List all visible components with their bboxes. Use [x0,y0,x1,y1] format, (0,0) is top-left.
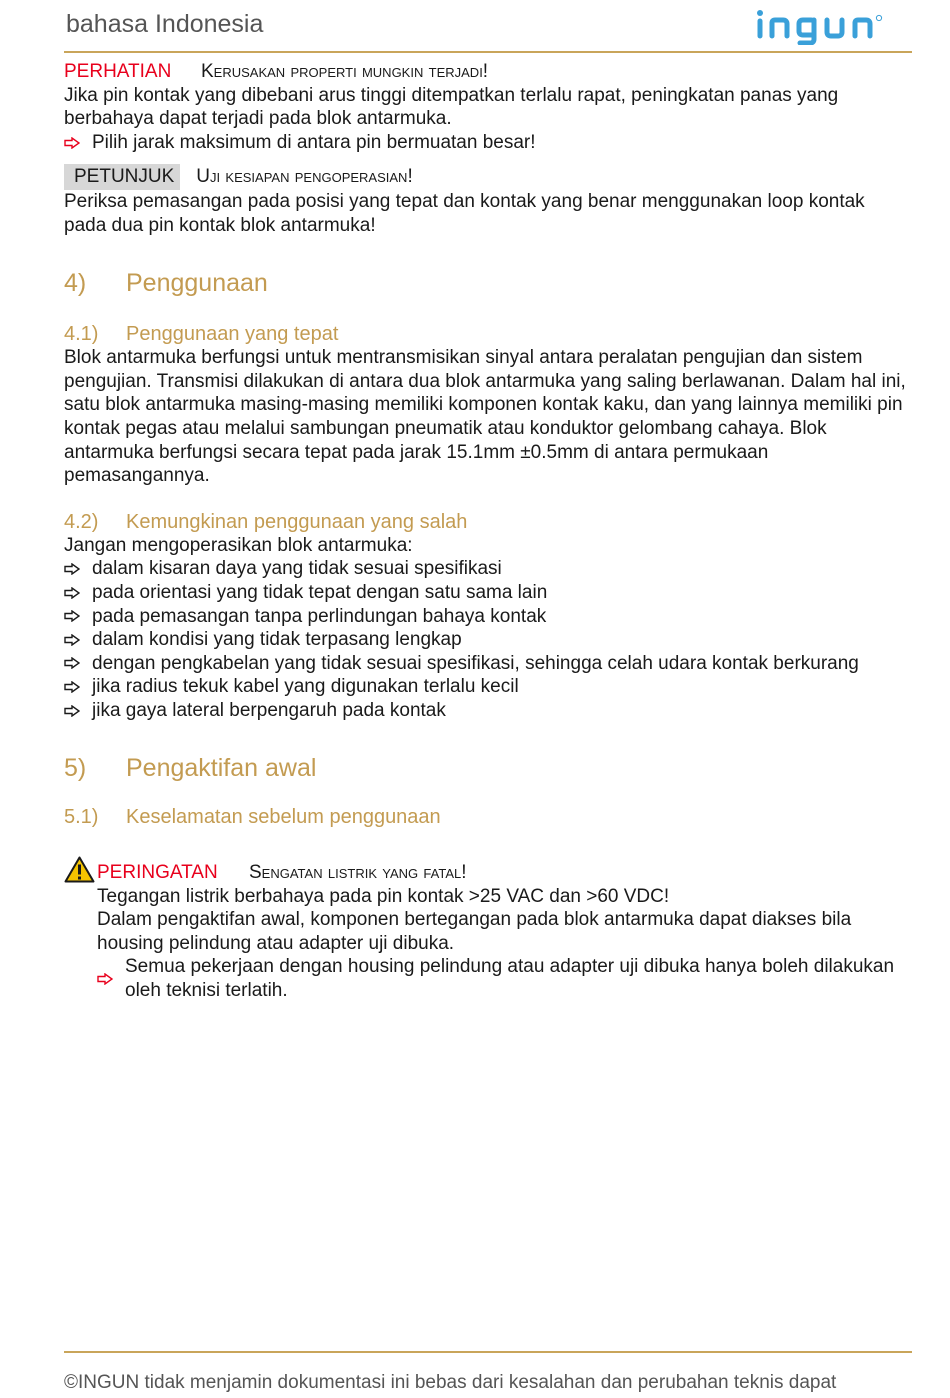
list-item-text: jika radius tekuk kabel yang digunakan terlalu kecil [92,676,519,698]
arrow-right-icon [64,131,92,155]
caution-tag: PERHATIAN [64,61,172,82]
section-5-1-title: Keselamatan sebelum penggunaan [126,806,441,829]
caution-title: Kerusakan properti mungkin terjadi! [201,61,489,82]
document-body [64,60,912,829]
section-4-heading [64,269,912,298]
section-4-2-number: 4.2) [64,510,99,533]
section-5-heading [64,754,912,783]
section-5-1-number: 5.1) [64,806,99,829]
header-divider [64,51,912,53]
warning-header [64,856,912,885]
page-header [64,0,912,56]
hint-tag: PETUNJUK [64,164,180,190]
warning-action [97,955,912,1002]
list-item [64,581,912,605]
section-4-1-title: Penggunaan yang tepat [126,323,339,346]
arrow-right-icon [64,628,92,652]
footer-divider [64,1351,912,1353]
arrow-right-icon [64,675,92,699]
warning-line-2: Dalam pengaktifan awal, komponen bertegangan pada blok antarmuka dapat diakses bila housing pelindung atau adapter uji dibuka. [97,909,852,954]
section-4-1-text: Blok antarmuka berfungsi untuk mentransmisikan sinyal antara peralatan pengujian dan sistem pengujian. Transmisi dilakukan di antara dua blok antarmuka yang saling berlawanan. Dalam hal ini, satu blok antarmuka masing-masing memiliki komponen kontak kaku, dan yang lainnya memiliki pin kontak pegas atau melalui sambungan pneumatik atau konduktor gelombang cahaya. Blok antarmuka berfungsi secara tepat pada jarak 15.1mm ±0.5mm di antara permukaan pemasangannya. [64,347,906,487]
list-item-text: pada orientasi yang tidak tepat dengan satu sama lain [92,581,548,603]
ingun-logo [756,5,912,50]
list-item [64,605,912,629]
section-4-2-title: Kemungkinan penggunaan yang salah [126,510,468,533]
section-4-1-heading [64,322,912,346]
arrow-right-icon [64,652,92,676]
list-item [64,675,912,699]
list-item [64,652,912,676]
section-4-number: 4) [64,269,87,298]
list-item-text: dalam kondisi yang tidak terpasang lengkap [92,629,462,651]
language-label: bahasa Indonesia [66,10,264,38]
hint-text: Periksa pemasangan pada posisi yang tepat dan kontak yang benar menggunakan loop kontak pada dua pin kontak blok antarmuka! [64,190,865,236]
arrow-right-icon [64,557,92,581]
section-4-2-intro: Jangan mengoperasikan blok antarmuka: [64,534,413,556]
warning-title: Sengatan listrik yang fatal! [249,862,467,883]
section-5-title: Pengaktifan awal [126,754,317,783]
warning-tag: PERINGATAN [97,862,218,883]
footer-disclaimer: ©INGUN tidak menjamin dokumentasi ini bebas dari kesalahan dan perubahan teknis dapat [64,1372,837,1393]
hint-title: Uji kesiapan pengoperasian! [196,166,413,188]
caution-action [64,131,912,155]
section-4-2-heading [64,510,912,534]
warning-notice [64,856,912,1003]
arrow-right-icon [97,955,125,1002]
arrow-right-icon [64,581,92,605]
caution-text: Jika pin kontak yang dibebani arus tinggi ditempatkan terlalu rapat, peningkatan panas yang berbahaya dapat terjadi pada blok antarmuka. [64,84,839,130]
caution-notice [64,60,912,84]
arrow-right-icon [64,699,92,723]
caution-action-text: Pilih jarak maksimum di antara pin bermuatan besar! [92,131,536,153]
list-item-text: pada pemasangan tanpa perlindungan bahaya kontak [92,605,547,627]
list-item-text: dalam kisaran daya yang tidak sesuai spesifikasi [92,558,502,580]
list-item [64,557,912,581]
list-item-text: jika gaya lateral berpengaruh pada kontak [92,699,446,721]
section-4-title: Penggunaan [126,269,268,298]
warning-triangle-icon [64,856,97,885]
arrow-right-icon [64,605,92,629]
warning-line-1: Tegangan listrik berbahaya pada pin kontak >25 VAC dan >60 VDC! [97,885,670,907]
list-item-text: dengan pengkabelan yang tidak sesuai spesifikasi, sehingga celah udara kontak berkurang [92,652,859,674]
hint-notice [64,164,912,190]
warning-action-text: Semua pekerjaan dengan housing pelindung atau adapter uji dibuka hanya boleh dilakukan oleh teknisi terlatih. [125,956,895,1001]
list-item [64,628,912,652]
section-5-1-heading [64,805,912,829]
list-item [64,699,912,723]
warning-body [97,885,912,1003]
misuse-list [64,557,912,722]
section-5-number: 5) [64,754,87,783]
section-4-1-number: 4.1) [64,323,99,346]
